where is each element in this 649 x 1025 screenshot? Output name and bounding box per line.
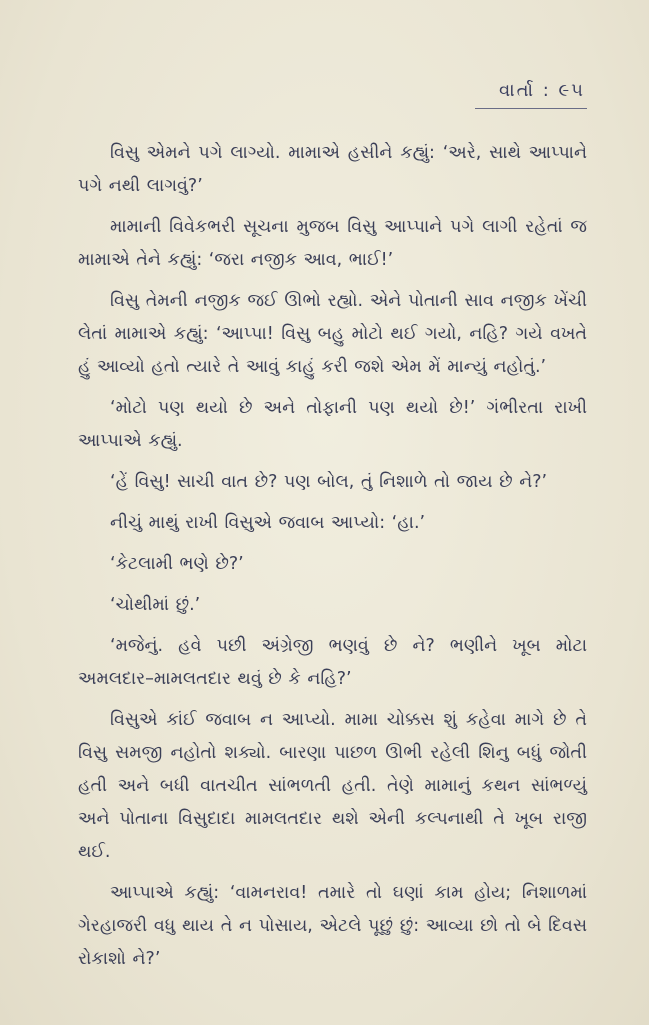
paragraph: વિસુ એમને પગે લાગ્યો. મામાએ હસીને કહ્યું: ‘અરે, સાથે આપ્પાને પગે નથી લાગવું?’ [78, 143, 587, 196]
paragraph: ‘કેટલામી ભણે છે?’ [110, 554, 244, 574]
running-head: વાર્તા : ૯૫ [499, 80, 585, 101]
paragraph: મામાની વિવેકભરી સૂચના મુજબ વિસુ આપ્પાને પગે લાગી રહેતાં જ મામાએ તેને કહ્યું: ‘જરા નજીક આવ, ભાઈ!’ [78, 217, 587, 270]
paragraph: ‘મોટો પણ થયો છે અને તોફાની પણ થયો છે!’ ગંભીરતા રાખી આપ્પાએ કહ્યું. [78, 398, 587, 451]
paragraph: ‘હેં વિસુ! સાચી વાત છે? પણ બોલ, તું નિશાળે તો જાય છે ને?’ [110, 472, 548, 492]
head-underline [475, 108, 587, 109]
paragraph: વિસુએ કાંઈ જવાબ ન આપ્યો. મામા ચોક્કસ શું કહેવા માગે છે તે વિસુ સમજી નહોતો શક્યો. બારણા પાછળ ઊભી રહેલી શિનુ બધું જોતી હતી અને બધી વાતચીત સાંભળતી હતી. તેણે મામાનું કથન સાંભળ્યું અને પોતાના વિસુદાદા મામલતદાર થશે એની કલ્પનાથી તે ખૂબ રાજી થઈ. [78, 710, 587, 862]
paragraph: નીચું માથું રાખી વિસુએ જવાબ આપ્યો: ‘હા.’ [110, 513, 426, 533]
page-text [78, 137, 587, 984]
paragraph: ‘ચોથીમાં છું.’ [110, 595, 201, 615]
paragraph: ‘મજેનું. હવે પછી અંગ્રેજી ભણવું છે ને? ભણીને ખૂબ મોટા અમલદાર–મામલતદાર થવું છે કે નહિ?’ [78, 636, 587, 689]
paragraph: વિસુ તેમની નજીક જઈ ઊભો રહ્યો. એને પોતાની સાવ નજીક ખેંચી લેતાં મામાએ કહ્યું: ‘આપ્પા! વિસુ બહુ મોટો થઈ ગયો, નહિ? ગયે વખતે હું આવ્યો હતો ત્યારે તે આવું કાહું કરી જશે એમ મેં માન્યું નહોતું.’ [78, 291, 587, 377]
paragraph: આપ્પાએ કહ્યું: ‘વામનરાવ! તમારે તો ઘણાં કામ હોય; નિશાળમાં ગેરહાજરી વધુ થાય તે ન પોસાય, એટલે પૂછું છું: આવ્યા છો તો બે દિવસ રોકાશો ને?’ [78, 883, 587, 969]
